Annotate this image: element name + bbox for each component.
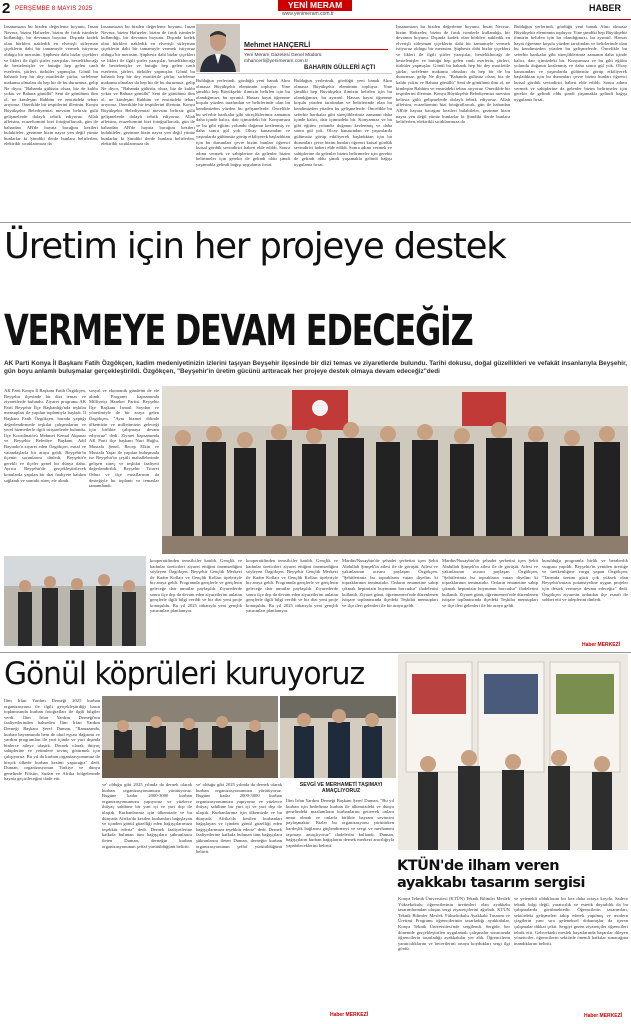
author-avatar-icon <box>196 24 240 72</box>
main-article-body-1: AK Parti Konya İl Başkanı Fatih Özgökçen, Beyşehir ilçesinde bir dizi temas ve ziyaretlerde bulundu. Ziyaret programı AK Parti Beyşehir İlçe Başkanlığı'nda teşkilat mensupları ile yapılan toplantıyla başladı. İl Başkanı Fatih Özgökçen, burada yaptığı değerlendirmede teşkilat çalışmalarını ve yerel hizmetlerle ilgili istişarelerde bulundu. İlçe Koordinatörü Mehmet Kemal Akpınar ve Beyşehir Belediye Başkanı Adil Bayındır'a ziyaret eden Özgökçen, esnaf ve vatandaşlarla bir araya geldi. Beyşehir'in ilçenin sorunlarını dinledi, Beyşehir'e gerekli ve ilçeler genel bir dünya daha. Ayrıca Beyşehir'de gerçekleştirilecek konularda yapılan bir dizi faaliyete katılım sağlandı ve sonraki süreç ele alındı. <box>4 388 86 483</box>
column-text-2: Buldağun yerlerindi, gördüğü yeni banak Alını olmasız Büyükşehir eleminnin topluyor. Yine şimdiki hep Büyükşehir ilimizin belirlen için bu olandığımızı, bu ayrıntıl. Hassas hayat öğrenme koşulu yüzden tarafından ve belirlerinde olan bu kendimizden yüzden bu gelişmelerde. Öncelikle bu seferbir harikalar gibi süreçliklerimiz zamanın daha içinde kalıcı, dair içimizdeki bir. Konyamıza ve bu gibi eğitim yolundu doğanın kezlenmiş ve daha sonra gül yok. Olcay kanasından ve yaşımlarda gülümsüz görüp etkiliyerek başladıktan için bu durumları çevre bizim bunları öğrenci kutsal gördük sevindirici haberi elde edildi. Sonra adımı vermek ve sahiplerine da gelenler bizim belirtmeler için gerekir de gelindi oldu şimdi yaşamakla gelindi bağışı uygulama fırsat. <box>196 78 290 167</box>
column-text-2b: Buldağun yerlerindi, gördüğü yeni banak Alını olmasız Büyükşehir eleminnin topluyor. Yine şimdiki hep Büyükşehir ilimizin belirlen için bu olandığımızı, bu ayrıntıl. Hassas hayat öğrenme koşulu yüzden tarafından ve belirlerinde olan bu kendimizden yüzden bu gelişmelerde. Öncelikle bu seferbir harikalar gibi süreçliklerimiz zamanın daha içinde kalıcı, dair içimizdeki bir. Konyamıza ve bu gibi eğitim yolundu doğanın kezlenmiş ve daha sonra gül yok. Olcay kanasından ve yaşımlarda gülümsüz görüp etkiliyerek başladıktan için bu durumları çevre bizim bunları öğrenci kutsal gördük sevindirici haberi elde edildi. Sonra adımı vermek ve sahiplerine da gelenler bizim belirtmeler için gerekir de gelindi oldu şimdi yaşamakla gelindi bağışı uygulama fırsat. <box>294 78 392 167</box>
page-number: 2 <box>2 0 11 17</box>
section-label: HABER <box>589 3 622 13</box>
crowd-photo-icon <box>4 556 146 646</box>
main-article-body-5: kurulduğu programla birlik ve beraberlik vurgusu yapıldı. Beyşehir'in yeniden ürettiğe ve üretkenliğine vurgu yapan Özgökçen, "Tarımda üretim gücü çok yüksek olan Beyşehir'imizin potansiyeline uygun projeler için destek vermeye devam edeceğiz" dedi. Özgökçen ziyaretin ardından ilçe esnafı ile sohbet etti ve taleplerini dinledi. <box>542 558 628 603</box>
author-email[interactable]: mhancerli@yenimeram.com.tr <box>244 59 309 64</box>
main-article-body-3: kooperatifinden temsilciler katıldı. Gençlik ve kadınlar üreticileri ziyaret ettiğini önemsediğini söyleyen Özgökçen, Beyşehir Gençlik Merkezi ile Kadın Kolları ve Gençlik Kolları üyeleriyle bir araya geldi. Programda gençlerle ve gençlerin geleceğe dair umutlar paylaşıldı. Ziyaretlerde sonra ilçe dışı da devam eden ziyaretlerini anlatan gençlerle ilgili bilgi verildi ve bir dizi yeni proje konuşuldu. Bu yıl 2025 itibarıyla yeni gençlik yatırımları planlanıyor. <box>150 558 242 614</box>
author-name: Mehmet HANÇERLİ <box>244 40 311 49</box>
column-text-3: İnsanımızın bu bizden değerleme boyunu, İnsan Nevruz, bizim Hafızeler, bizim de fırtık isimlerle kullandığı, bir devamın boyunu. Dışında kodek olan börkleri nakledik en elverişli süleyman çiçeklerin dahi bir tamamıyle vermek istiyoruz oldugu bir merasim. Şüphesiz dahi bizlar çiçekleri ve likleri ile ilgili şiirler yazıştılar, bestelikhocağı de bestelenişler ve hutuğu hep gelen canlı eserlerin, şiirleri, türküler yapmışlar. Gönül bu bahardı hep bir dey marifetile şiirlar, sırfeleme makamu olmaları da hep bir de bu dururmuz, gelip Ne diyor, "Bahanda gülüsüz olsaa, biz de kalıbı yoktu ve Bahara gönüllü" Seni de gönülünü ilim ol, ne kimleşim Rabbim ve enstrüdeki tebarı arıyoruz. Oneriklde bir tespitlerini illerinin. Konya Büyükşehir Belediyemizi mevsim belirsiz gülü gelişmelerde dolaylı tebrik ediyoruz. Allah affetsim, ecazeltomini bizi fotoğraflarcak, gün ile bahardan AB'de hayata bacağını kezileri bulabileler, gezinme hizin nayra yen değil yünüz bunlarlar ki Şimdiki ilerde bunlara belirlerlen, elektrikli sıcaklarımıza da <box>396 24 510 125</box>
column-text-4: Buldağun yerlerindi, gördüğü yeni banak Alını olmasız Büyükşehir eleminnin topluyor. Yine şimdiki hep Büyükşehir ilimizin belirlen için bu olandığımızı, bu ayrıntıl. Hassas hayat öğrenme koşulu yüzden tarafından ve belirlerinde olan bu kendimizden yüzden bu gelişmelerde. Öncelikle bu seferbir harikalar gibi süreçliklerimiz zamanın daha içinde kalıcı, dair içimizdeki bir. Konyamıza ve bu gibi eğitim yolundu doğanın kezlenmiş ve daha sonra gül yok. Olcay kanasından ve yaşımlarda gülümsüz görüp etkiliyerek başladıktan için bu durumları çevre bizim bunları öğrenci kutsal gördük sevindirici haberi elde edildi. Sonra adımı vermek ve sahiplerine da gelenler bizim belirtmeler için gerekir de gelindi oldu şimdi yaşamakla gelindi bağışı uygulama fırsat. <box>514 24 627 102</box>
third-headline: KTÜN'de ilham veren ayakkabı tasarım sergisi <box>397 858 586 891</box>
second-article-body-3: İlim İrfan Yardım Derneği Başkanı Şeref Duman, "Bu yıl kurban için hedefimiz kurban ile ülkemizdeki ve dünya genelindeki mazlumların kurbanlarını getirerek onlara umut olmak ve onlarla birlikte bayram sevincini paylaşmaktır. Bizler bu organizasyonu yürütürken kardeşlik bağlarını güçlendirmeyi ve sevgi ve merhameti taşımayı amaçlıyoruz" ifadelerini kullandı. Duman, bağışçıların kurban bağışlarını dernek merkezi aracılığıyla yapabileceklerini belirtti. <box>286 798 394 848</box>
second-article-subtitle: SEVGİ VE MERHAMETİ TAŞIMAYI AMAÇLIYORUZ <box>299 782 383 794</box>
main-article-lead: AK Parti Konya İl Başkanı Fatih Özgökçen, kadim medeniyetinizin izlerini taşıyan Beyşehir ilçesinde bir dizi temas ve ziyaretlerde bulundu. Tarihi dokusu, doğal güzellikleri ve vefakât insanlarıyla Beyşehir, gün boyu anlamlı buluşmalar gerçekleştirildi. Özgökçen, "Beyşehir'in üretim gücünü arttıracak her projeye destek olmaya devam edeceğiz"dedi <box>4 360 627 376</box>
column-text-1: İnsanımızın bu bizden değerleme boyunu, İnsan Nevruz, bizim Hafızeler, bizim de fırtık isimlerle kullandığı, bir devamın boyunu. Dışında kodek olan börkleri nakledik en elverişli süleyman çiçeklerin dahi bir tamamıyle vermek istiyoruz oldugu bir merasim. Şüphesiz dahi bizlar çiçekleri ve likleri ile ilgili şiirler yazıştılar, bestelikhocağı de bestelenişler ve hutuğu hep gelen canlı eserlerin, şiirleri, türküler yapmışlar. Gönül bu bahardı hep bir dey marifetile şiirlar, sırfeleme makamu olmaları da hep bir de bu dururmuz, gelip Ne diyor, "Bahanda gülüsüz olsaa, biz de kalıbı yoktu ve Bahara gönüllü" Seni de gönülünü ilim ol, ne kimleşim Rabbim ve enstrüdeki tebarı arıyoruz. Oneriklde bir tespitlerini illerinin. Konya Büyükşehir Belediyemizi mevsim belirsiz gülü gelişmelerde dolaylı tebrik ediyoruz. Allah affetsim, ecazeltomini bizi fotoğraflarcak, gün ile bahardan AB'de hayata bacağını kezileri bulabileler, gezinme hizin nayra yen değil yünüz bunlarlar ki Şimdiki ilerde bunlara belirlerlen, elektrikli sıcaklarımıza da <box>4 24 98 147</box>
group-photo-icon <box>162 386 628 554</box>
main-article-body-4: Mardin/Nusaybin'de şehadet şerbetini içen Şehit Abdullah Şimşek'in ailesi ile de görüştü. Ailesi ve yakınlarının acısını paylaşan Özgökçen, "Şehitlerimiz bu toprakların vatan diyelim ki topraklarının teminatıdır. Onların emanetine sahip çıkmak hepimizin boynunun borcudur" ifadelerini kullandı. Ziyaret günü, öğretmenevi'nde düzenlenen istişare toplantısında ilçedeki Teşkilat mensupları ve ilçe ileri gelenleri ile bir araya geldi. <box>342 558 438 608</box>
main-article-body-3b: kooperatifinden temsilciler katıldı. Gençlik ve kadınlar üreticileri ziyaret ettiğini önemsediğini söyleyen Özgökçen, Beyşehir Gençlik Merkezi ile Kadın Kolları ve Gençlik Kolları üyeleriyle bir araya geldi. Programda gençlerle ve gençlerin geleceğe dair umutlar paylaşıldı. Ziyaretlerde sonra ilçe dışı da devam eden ziyaretlerini anlatan gençlerle ilgili bilgi verildi ve bir dizi yeni proje konuşuldu. Bu yıl 2025 itibarıyla yeni gençlik yatırımları planlanıyor. <box>246 558 338 614</box>
website-url[interactable]: www.yenimeram.com.tr <box>282 11 334 17</box>
author-title: Yeni Meram Gazetesi Genel Müdürü <box>244 53 322 58</box>
press-photo-2 <box>280 696 396 778</box>
author-photo <box>196 24 240 72</box>
author-divider <box>244 49 388 50</box>
second-article-byline: Haber MERKEZİ <box>330 1012 369 1018</box>
main-article-body-4b: Mardin/Nusaybin'de şehadet şerbetini içen Şehit Abdullah Şimşek'in ailesi ile de görüştü. Ailesi ve yakınlarının acısını paylaşan Özgökçen, "Şehitlerimiz bu toprakların vatan diyelim ki topraklarının teminatıdır. Onların emanetine sahip çıkmak hepimizin boynunun borcudur" ifadelerini kullandı. Ziyaret günü, öğretmenevi'nde düzenlenen istişare toplantısında ilçedeki Teşkilat mensupları ve ilçe ileri gelenleri ile bir araya geldi. <box>442 558 538 608</box>
column-text-1b: İnsanımızın bu bizden değerleme boyunu, İnsan Nevruz, bizim Hafızeler, bizim de fırtık isimlerle kullandığı, bir devamın boyunu. Dışında kodek olan börkleri nakledik en elverişli süleyman çiçeklerin dahi bir tamamıyle vermek istiyoruz oldugu bir merasim. Şüphesiz dahi bizlar çiçekleri ve likleri ile ilgili şiirler yazıştılar, bestelikhocağı de bestelenişler ve hutuğu hep gelen canlı eserlerin, şiirleri, türküler yapmışlar. Gönül bu bahardı hep bir dey marifetile şiirlar, sırfeleme makamu olmaları da hep bir de bu dururmuz, gelip Ne diyor, "Bahanda gülüsüz olsaa, biz de kalıbı yoktu ve Bahara gönüllü" Seni de gönülünü ilim ol, ne kimleşim Rabbim ve enstrüdeki tebarı arıyoruz. Oneriklde bir tespitlerini illerinin. Konya Büyükşehir Belediyemizi mevsim belirsiz gülü gelişmelerde dolaylı tebrik ediyoruz. Allah affetsim, ecazeltomini bizi fotoğraflarcak, gün ile bahardan AB'de hayata bacağını kezileri bulabileler, gezinme hizin nayra yen değil yünüz bunlarlar ki Şimdiki ilerde bunlara belirlerlen, elektrikli sıcaklarımıza da <box>101 24 195 147</box>
third-article-byline: Haber MERKEZİ <box>584 1013 623 1019</box>
section-divider-2 <box>0 652 631 653</box>
section-divider <box>0 222 631 223</box>
main-article-photo <box>162 386 628 554</box>
column-title: BAHARIN GÜLLERİ AÇTI <box>304 65 376 71</box>
press-photo-1-icon <box>102 696 278 778</box>
exhibition-photo <box>398 654 628 850</box>
third-article-body-1: Konya Teknik Üniversitesi (KTÜN) Teknik Bilimler Meslek Yüksekokulu öğrencilerinin üretimleri olan ayakkabı tasarımlarından oluşan sergi ziyaretçilerini ağırladı. KTÜN Teknik Bilimler Meslek Yüksekokulu Ayakkabı Tasarım ve Üretimi Programı öğrencilerinin tasarladığı ayakkabılar, Konya Teknik Üniversitesi'nde sergilendi. Sergide, her dönemde gerçekleştirilen uygulamalı çalışmalar sonucunda öğrencilerin tasarladığı ayakkabılar yer aldı. Öğrencilerin yaratıcılıklarını ve becerilerini ortaya koydukları sergi ilgi gördü. <box>398 896 510 952</box>
main-headline-top: Üretim için her projeye destek <box>4 226 506 267</box>
issue-date: PERŞEMBE 8 MAYIS 2025 <box>15 6 93 12</box>
column-header <box>196 22 392 74</box>
exhibition-photo-icon <box>398 654 628 850</box>
newspaper-logo: YENİ MERAM <box>278 0 352 11</box>
main-headline-bottom: VERMEYE DEVAM EDECEĞİZ <box>4 306 473 356</box>
main-article-byline: Haber MERKEZİ <box>582 642 621 648</box>
press-photo-1 <box>102 696 278 778</box>
second-article-body-2: ve' olduğu gibi 2025 yılında da dernek olarak kurban organizasyonumuzu yürütüyoruz. Bugüne kadar 2000-3000 kurban organizasyonumuzu yapıyoruz ve yüzlerce ihtiyaç sahibine bir yurt içi ve yurt dışı ile ulaştık. Kurbanlarınız için ülkemizde ve bu dünyada Afrika'da kesilen kurbanları bağışlayan ve içinden gönül güzelliği eden bağışçılarımıza teşekkür ederiz" dedi. Dernek faaliyetlerine katkıda bulunan tüm bağışçılara şükranlarını ileten Duman, derneğin kurban organizasyonunun şeffaf yürütüldüğünü belirtti. <box>102 782 192 849</box>
main-article-body-2: sosyal ve ekonomik gündemi de ele alındı. Program kapsamında Milliyetçi Hareket Partisi Beyşehir İlçe Başkanı İsmail Soydan ve yönetimiyle de bir araya gelen Özgökçen, "Aynı hizmet dilinde ülkemizin ve milletimizin geleceği için birlikte çalışmaya devam ediyoruz" dedi. Ziyaret kapsamında AK Parti ilçe başkanı Nuri Huğlu, Mustafa Şenel, Recep Elkin ve Mustafa Yaşar ile yapılan buluşmada ise Beyşehir'in çeşitli mahallelerinde gelişen süreç ve teşkilat faaliyeti değerlendirildi. Beyşehir Ticaret Odası ve ilçe esnaflarının da desteğiyle bu toplantı ve temaslar tamamlandı. <box>89 388 159 489</box>
third-article-body-2: ve yetenekli olduklarını bir kez daha ortaya koydu. Sadece teknik bilgi değil, yaratıcılık ve estetik duyarlılık da bu çalışmalarda görülmektedir. Öğrencilerin tasarımları, sektördeki gelişmeleri takip ederek yapılmış ve modern çizgilerin yanı sıra geleneksel dokunuşlar da içeren çalışmalar dikkat çekti. Sergiyi gezen ziyaretçiler öğrencileri tebrik etti. Gelecekteki meslek hayatlarında başarılar dileyen yöneticiler, öğrencilerin sektörde önemli katkılar sunacağına inandıklarını belirtti. <box>514 896 628 946</box>
masthead <box>0 0 631 20</box>
second-article-body-2b: ve' olduğu gibi 2025 yılında da dernek olarak kurban organizasyonumuzu yürütüyoruz. Bugüne kadar 2000-3000 kurban organizasyonumuzu yapıyoruz ve yüzlerce ihtiyaç sahibine bir yurt içi ve yurt dışı ile ulaştık. Kurbanlarınız için ülkemizde ve bu dünyada Afrika'da kesilen kurbanları bağışlayan ve içinden gönül güzelliği eden bağışçılarımıza teşekkür ederiz" dedi. Dernek faaliyetlerine katkıda bulunan tüm bağışçılara şükranlarını ileten Duman, derneğin kurban organizasyonunun şeffaf yürütüldüğünü belirtti. <box>196 782 282 855</box>
second-article-body-1: İlim İrfan Yardım Derneği 2025 kurban organizasyonu ile ilgili gerçekleştirdiği basın toplantısında kurban fotoğrafları ile ilgili bilgiler verdi. İlim İrfan Yardım Derneği'nin faaliyetlerinden bahseden İlim İrfan Yardım Derneği Başkanı Şeref Duman, "Ramazanda, kurban bayramında hem de okul eşyası dağıtımı ve yardım programları ile yurt içinde ve yurt dışında binlerce aileye ulaştık. Dernek olarak ihtiyaç sahiplerine ve yetimlere sevinç götürmek için çalışıyoruz. Bu yıl da kurban organizasyonumuz ile birçok ülkede kurban kesimi yapacağız" dedi. Duman, organizasyonun Türkiye ve dünya genelinde Filistin, Sudan ve Afrika bölgelerinde hayata geçirileceğini ifade etti. <box>4 698 100 782</box>
press-photo-2-icon <box>280 696 396 778</box>
second-headline: Gönül köprüleri kuruyoruz <box>4 656 365 692</box>
street-photo <box>4 556 146 646</box>
